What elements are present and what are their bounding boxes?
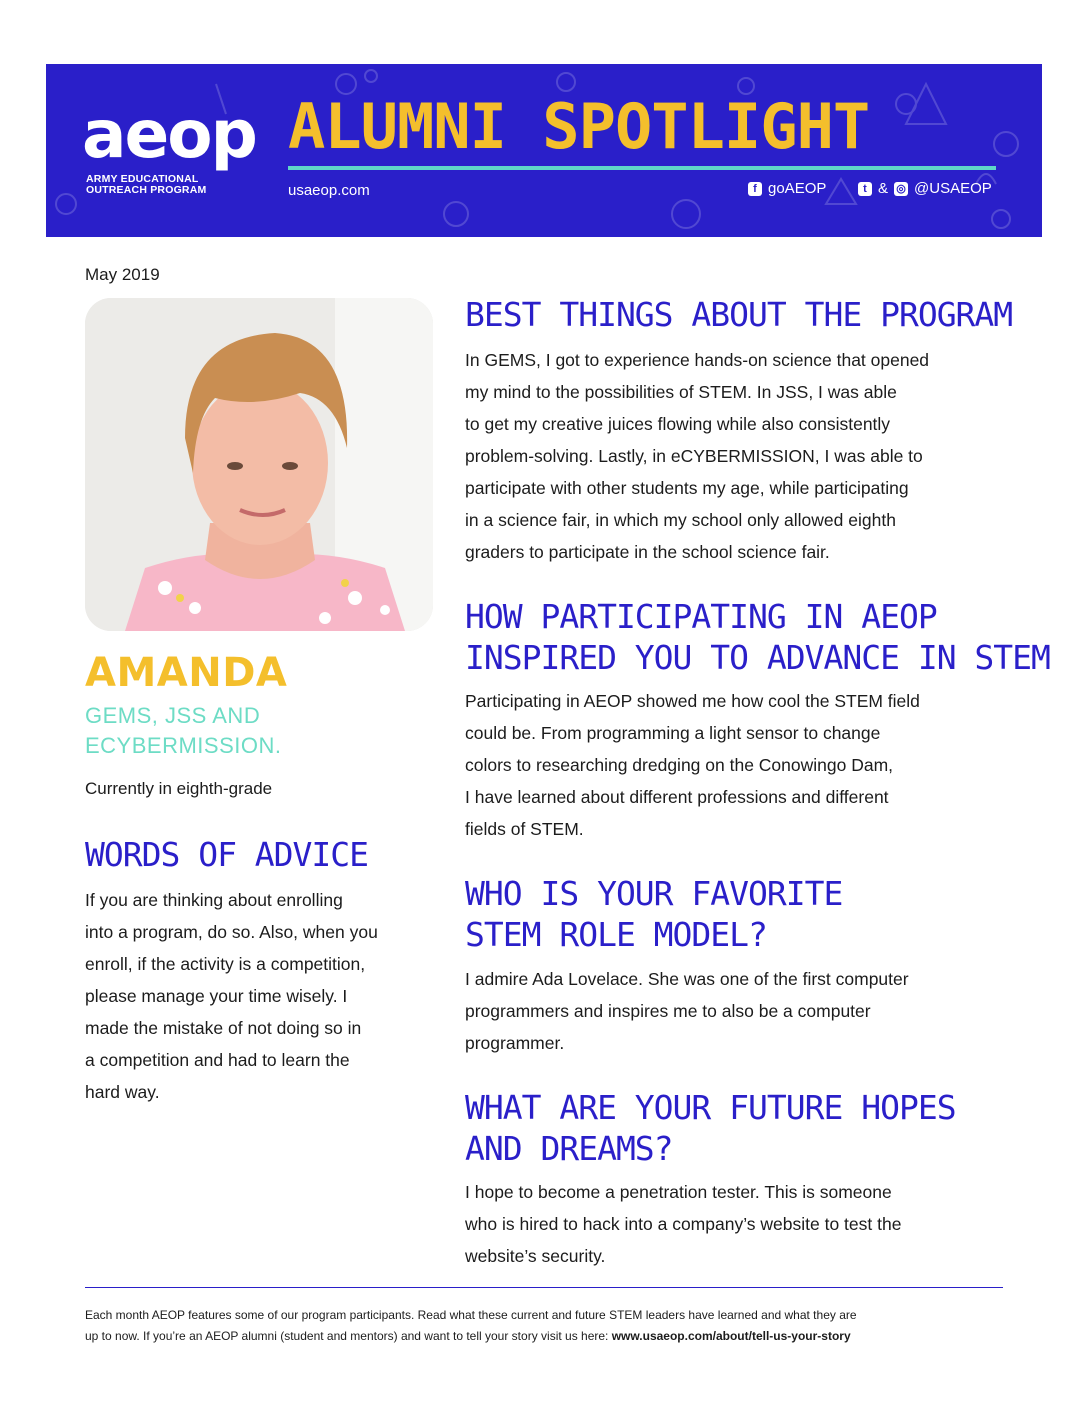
inspired-heading-line2: INSPIRED YOU TO ADVANCE IN STEM: [465, 638, 1050, 677]
ampersand: &: [878, 180, 889, 197]
future-heading: [465, 1087, 956, 1169]
best-line: In GEMS, I got to experience hands-on science that opened: [465, 350, 930, 370]
future-line: I hope to become a penetration tester. This is someone: [465, 1182, 892, 1202]
best-line: to get my creative juices flowing while also consistently: [465, 414, 891, 434]
aeop-logo[interactable]: [80, 96, 270, 222]
advice-line: made the mistake of not doing so in: [85, 1018, 362, 1038]
advice-line: a competition and had to learn the: [85, 1050, 350, 1070]
advice-heading: WORDS OF ADVICE: [85, 835, 369, 874]
advice-line: If you are thinking about enrolling: [85, 890, 343, 910]
role-model-heading: [465, 873, 842, 955]
best-heading: BEST THINGS ABOUT THE PROGRAM: [465, 295, 1013, 334]
footer-divider: [85, 1287, 1003, 1288]
facebook-link[interactable]: [748, 180, 826, 197]
best-line: graders to participate in the school science fair.: [465, 542, 830, 562]
footer-line-1: Each month AEOP features some of our program participants. Read what these current and future STEM leaders have learned and what they are: [85, 1308, 857, 1322]
future-line: who is hired to hack into a company’s website to test the: [465, 1214, 902, 1234]
logo-mark: aeop: [82, 96, 256, 173]
role-model-text: [465, 963, 1010, 1059]
instagram-icon: ◎: [894, 182, 908, 196]
inspired-line: Participating in AEOP showed me how cool the STEM field: [465, 691, 920, 711]
program-line-2: ECYBERMISSION.: [85, 733, 282, 758]
advice-line: please manage your time wisely. I: [85, 986, 348, 1006]
instagram-handle: @USAEOP: [914, 180, 992, 197]
footer-note: [85, 1305, 1003, 1347]
inspired-heading-line1: HOW PARTICIPATING IN AEOP: [465, 597, 937, 636]
future-line: website’s security.: [465, 1246, 606, 1266]
role-model-line: I admire Ada Lovelace. She was one of the first computer: [465, 969, 909, 989]
logo-subtitle-line1: ARMY EDUCATIONAL: [86, 173, 199, 185]
footer-line-2: [85, 1326, 1003, 1347]
portrait-illustration: [85, 298, 433, 631]
twitter-icon: t: [858, 182, 872, 196]
best-line: problem-solving. Lastly, in eCYBERMISSION, I was able to: [465, 446, 923, 466]
future-text: [465, 1176, 1010, 1272]
page-title: ALUMNI SPOTLIGHT: [288, 90, 870, 163]
best-line: in a science fair, in which my school only allowed eighth: [465, 510, 896, 530]
twitter-instagram-link[interactable]: [858, 180, 992, 197]
program-line-1: GEMS, JSS AND: [85, 703, 261, 728]
site-link[interactable]: usaeop.com: [288, 182, 370, 199]
program-list: [85, 701, 425, 761]
inspired-line: I have learned about different professions and different: [465, 787, 889, 807]
inspired-text: [465, 685, 1010, 845]
future-heading-line1: WHAT ARE YOUR FUTURE HOPES: [465, 1088, 956, 1127]
advice-line: hard way.: [85, 1082, 160, 1102]
advice-line: enroll, if the activity is a competition,: [85, 954, 366, 974]
current-grade: Currently in eighth-grade: [85, 779, 273, 798]
best-text: [465, 344, 1010, 568]
inspired-line: fields of STEM.: [465, 819, 584, 839]
role-model-heading-line2: STEM ROLE MODEL?: [465, 915, 767, 954]
advice-text: [85, 884, 430, 1108]
role-model-heading-line1: WHO IS YOUR FAVORITE: [465, 874, 843, 913]
portrait-photo: [85, 298, 433, 631]
logo-subtitle: [86, 174, 206, 196]
footer-line-2-text: up to now. If you’re an AEOP alumni (student and mentors) and want to tell your story visit us here:: [85, 1329, 612, 1343]
best-line: my mind to the possibilities of STEM. In JSS, I was able: [465, 382, 897, 402]
role-model-line: programmer.: [465, 1033, 565, 1053]
title-divider: [288, 166, 996, 170]
best-line: participate with other students my age, while participating: [465, 478, 909, 498]
advice-line: into a program, do so. Also, when you: [85, 922, 378, 942]
header-banner: [46, 64, 1042, 237]
inspired-heading: [465, 596, 1050, 678]
facebook-handle: goAEOP: [768, 180, 827, 197]
role-model-line: programmers and inspires me to also be a computer: [465, 1001, 871, 1021]
logo-subtitle-line2: OUTREACH PROGRAM: [86, 184, 207, 196]
issue-date: May 2019: [85, 265, 160, 284]
inspired-line: colors to researching dredging on the Conowingo Dam,: [465, 755, 894, 775]
inspired-line: could be. From programming a light sensor to change: [465, 723, 881, 743]
story-link[interactable]: www.usaeop.com/about/tell-us-your-story: [611, 1329, 851, 1343]
facebook-icon: f: [748, 182, 762, 196]
alumni-name: AMANDA: [85, 650, 288, 696]
future-heading-line2: AND DREAMS?: [465, 1129, 673, 1168]
